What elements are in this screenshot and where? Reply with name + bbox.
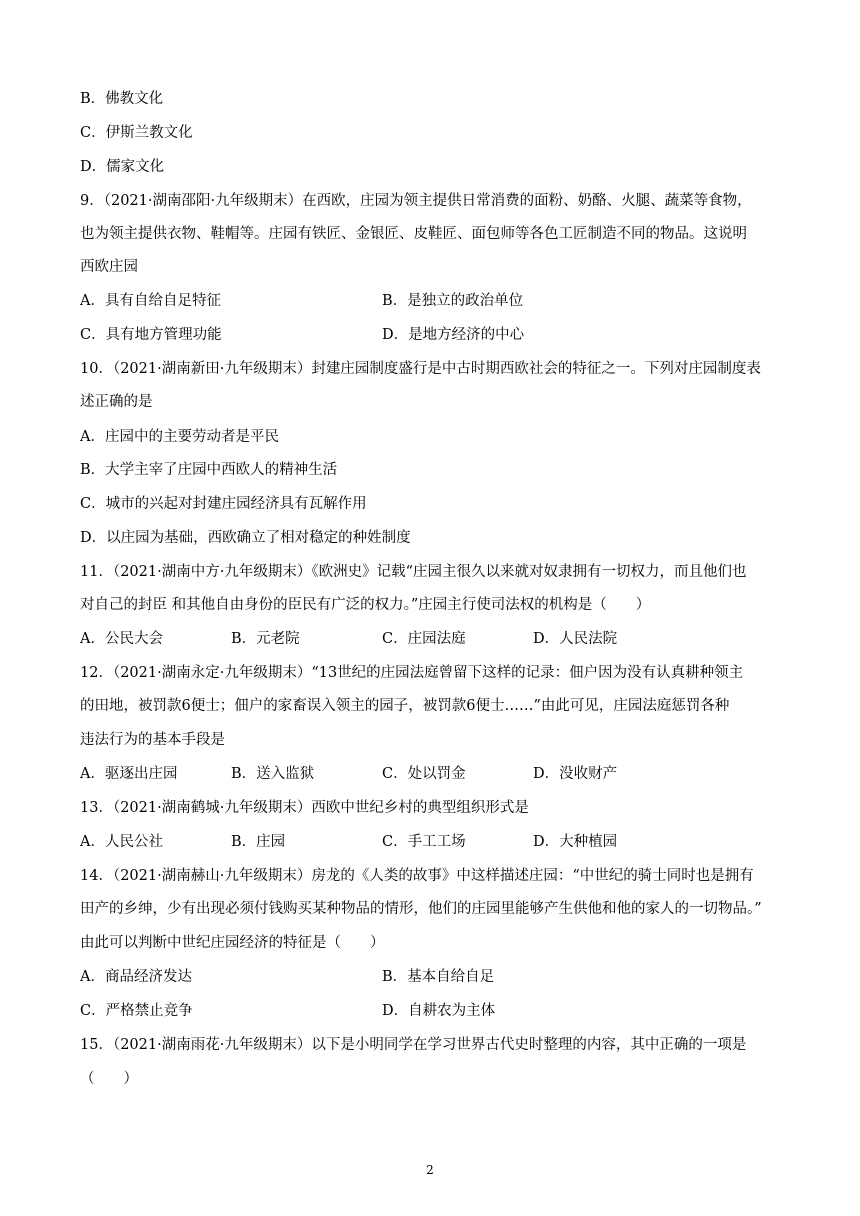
question-stem-line: 也为领主提供衣物、鞋帽等。庄园有铁匠、金银匠、皮鞋匠、面包师等各色工匠制造不同的物品。这说明 xyxy=(80,226,747,242)
option-a: A．庄园中的主要劳动者是平民 xyxy=(80,429,279,445)
option-line: C．伊斯兰教文化 xyxy=(80,125,193,141)
question-stem-line: 11．（2021·湖南中方·九年级期末）《欧洲史》记载“庄园主很久以来就对奴隶拥有一切权力，而且他们也 xyxy=(80,564,747,580)
option-b: B．送入监狱 xyxy=(231,766,315,782)
option-c: C．城市的兴起对封建庄园经济具有瓦解作用 xyxy=(80,496,367,512)
option-a: A．具有自给自足特征 xyxy=(80,293,221,309)
page-number: 2 xyxy=(426,1163,434,1177)
question-stem-line: 10．（2021·湖南新田·九年级期末）封建庄园制度盛行是中古时期西欧社会的特征之一。下列对庄园制度表 xyxy=(80,361,761,377)
question-stem-line: 述正确的是 xyxy=(80,394,153,410)
question-stem-line: 的田地，被罚款6便士；佃户的家畜误入领主的园子，被罚款6便士……”由此可见，庄园法庭惩罚各种 xyxy=(80,698,730,714)
option-c: C．严格禁止竞争 xyxy=(80,1003,193,1019)
option-c: C．庄园法庭 xyxy=(382,631,466,647)
option-a: A．商品经济发达 xyxy=(80,969,192,985)
question-stem-line: 13．（2021·湖南鹤城·九年级期末）西欧中世纪乡村的典型组织形式是 xyxy=(80,800,529,816)
option-d: D．自耕农为主体 xyxy=(382,1003,496,1019)
question-stem-line: 田产的乡绅，少有出现必须付钱购买某种物品的情形，他们的庄园里能够产生供他和他的家人的一切物品。” xyxy=(80,901,762,917)
question-stem-line: 违法行为的基本手段是 xyxy=(80,732,225,748)
question-stem-line: （ ） xyxy=(80,1071,138,1087)
option-line: D．儒家文化 xyxy=(80,159,165,175)
option-b: B．大学主宰了庄园中西欧人的精神生活 xyxy=(80,462,338,478)
question-stem-line: 对自己的封臣 和其他自由身份的臣民有广泛的权力。”庄园主行使司法权的机构是（ ） xyxy=(80,597,651,613)
question-stem-line: 由此可以判断中世纪庄园经济的特征是（ ） xyxy=(80,935,385,951)
option-d: D．人民法院 xyxy=(533,631,618,647)
option-a: A．驱逐出庄园 xyxy=(80,766,178,782)
option-d: D．大种植园 xyxy=(533,834,618,850)
option-c: C．处以罚金 xyxy=(382,766,466,782)
option-b: B．是独立的政治单位 xyxy=(382,293,524,309)
option-c: C．具有地方管理功能 xyxy=(80,327,222,343)
option-d: D．没收财产 xyxy=(533,766,618,782)
option-a: A．人民公社 xyxy=(80,834,163,850)
option-d: D．以庄园为基础，西欧确立了相对稳定的种姓制度 xyxy=(80,530,411,546)
option-b: B．庄园 xyxy=(231,834,286,850)
question-stem-line: 12．（2021·湖南永定·九年级期末）“13世纪的庄园法庭曾留下这样的记录：佃户因为没有认真耕种领主 xyxy=(80,665,744,681)
option-b: B．元老院 xyxy=(231,631,300,647)
question-stem-line: 西欧庄园 xyxy=(80,259,138,275)
question-stem-line: 15．（2021·湖南雨花·九年级期末）以下是小明同学在学习世界古代史时整理的内容，其中正确的一项是 xyxy=(80,1037,747,1053)
question-stem-line: 14．（2021·湖南赫山·九年级期末）房龙的《人类的故事》中这样描述庄园：“中世纪的骑士同时也是拥有 xyxy=(80,868,754,884)
option-b: B．基本自给自足 xyxy=(382,969,495,985)
option-a: A．公民大会 xyxy=(80,631,163,647)
question-stem-line: 9．（2021·湖南邵阳·九年级期末）在西欧，庄园为领主提供日常消费的面粉、奶酪、火腿、蔬菜等食物， xyxy=(80,193,752,209)
option-d: D．是地方经济的中心 xyxy=(382,327,525,343)
option-c: C．手工工场 xyxy=(382,834,466,850)
option-line: B．佛教文化 xyxy=(80,91,164,107)
